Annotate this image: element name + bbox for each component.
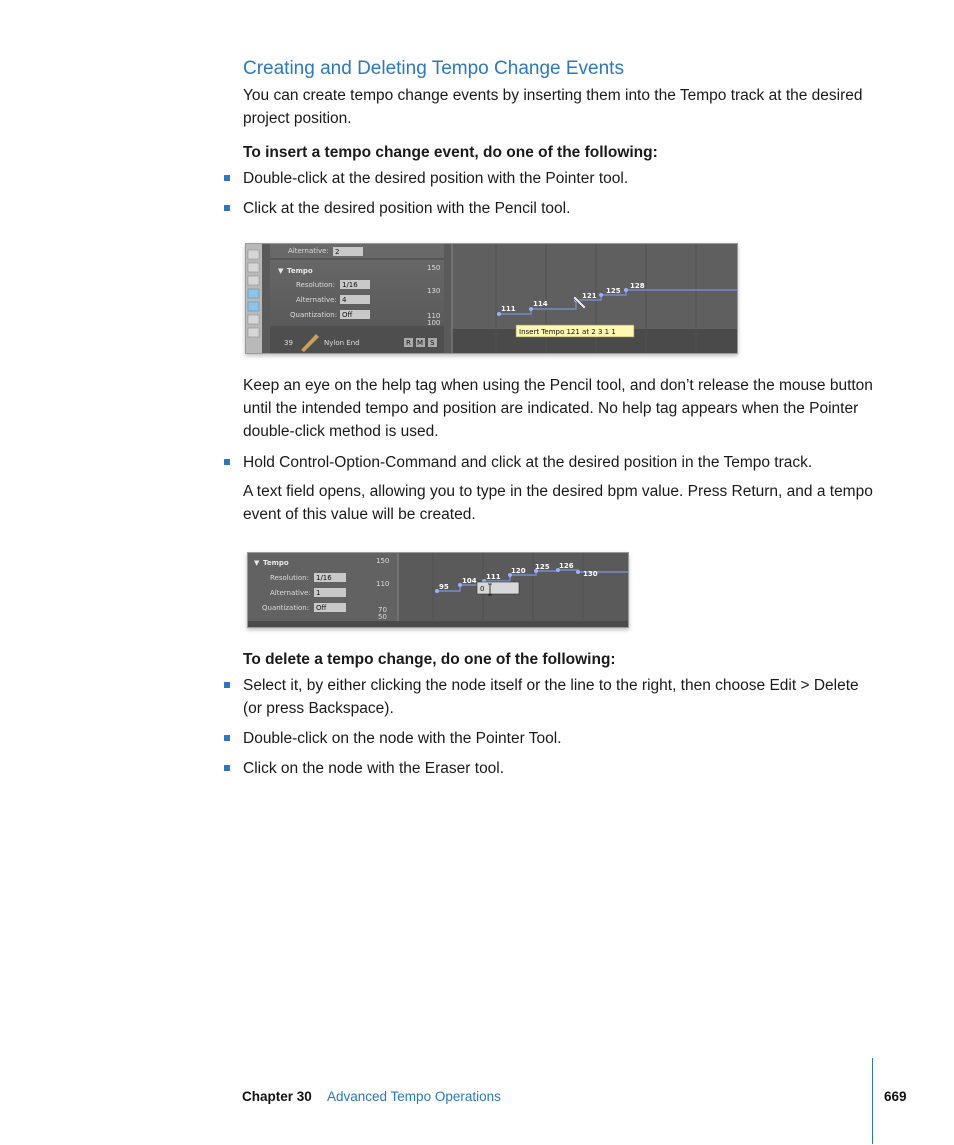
scale-label: 150 [427, 264, 441, 272]
tempo-point-label: 130 [583, 570, 598, 578]
bullet-icon [224, 682, 230, 688]
tempo-track-screenshot-pencil [245, 243, 738, 354]
list-item [243, 451, 873, 474]
alternative2-label: Alternative: [296, 296, 337, 304]
list-item [243, 727, 873, 750]
tempo-point-label: 111 [501, 305, 516, 313]
delete-instructions-heading: To delete a tempo change, do one of the following: [243, 651, 616, 668]
alternative-value: 2 [335, 248, 340, 256]
tempo-track-screenshot-textfield [247, 552, 629, 628]
hold-note-paragraph: A text field opens, allowing you to type in the desired bpm value. Press Return, and a tempo event of this value will be created. [243, 483, 873, 523]
expand-triangle-icon: ▼ [254, 559, 260, 567]
list-item [243, 674, 873, 720]
tempo-point-label: 126 [559, 562, 574, 570]
bullet-icon [224, 765, 230, 771]
page-number: 669 [884, 1089, 907, 1104]
quantization-value: Off [342, 311, 353, 319]
scale-label: 110 [427, 312, 441, 320]
track-number: 39 [284, 339, 293, 347]
list-item [243, 197, 873, 220]
tempo-point-label: 125 [606, 287, 621, 295]
list-item [243, 757, 873, 780]
list-item [243, 167, 873, 190]
scale-label: 110 [376, 580, 390, 588]
section-heading: Creating and Deleting Tempo Change Events [243, 58, 624, 79]
resolution-value: 1/16 [316, 574, 332, 582]
bullet-icon [224, 175, 230, 181]
bullet-icon [224, 205, 230, 211]
scale-label: 130 [427, 287, 441, 295]
scale-label: 70 [378, 606, 387, 614]
track-name: Nylon End [324, 339, 360, 347]
resolution-label: Resolution: [270, 574, 309, 582]
tempo-point-label: 114 [533, 300, 548, 308]
tempo-label: Tempo [287, 267, 313, 275]
scale-label: 100 [427, 319, 441, 327]
intro-paragraph: You can create tempo change events by inserting them into the Tempo track at the desired project position. [243, 87, 863, 127]
tempo-point-label: 111 [486, 573, 501, 581]
quantization-label: Quantization: [262, 604, 310, 612]
bpm-text-field-value: 0 [480, 585, 485, 593]
alternative-value: 1 [316, 589, 321, 597]
expand-triangle-icon: ▼ [278, 267, 284, 275]
tempo-label: Tempo [263, 559, 289, 567]
resolution-label: Resolution: [296, 281, 335, 289]
bullet-icon [224, 735, 230, 741]
tempo-point-label: 104 [462, 577, 477, 585]
quantization-label: Quantization: [290, 311, 338, 319]
list-item-text: Click at the desired position with the Pencil tool. [243, 200, 571, 217]
footer-divider [872, 1058, 873, 1144]
tempo-point-label: 121 [582, 292, 597, 300]
scale-label: 50 [378, 613, 387, 621]
list-item-text: Select it, by either clicking the node itself or the line to the right, then choose Edit > Delete (or press Backspace). [243, 677, 859, 717]
tempo-point-label: 95 [439, 583, 449, 591]
help-tag-text: Insert Tempo 121 at 2 3 1 1 [519, 328, 616, 336]
tempo-point-label: 125 [535, 563, 550, 571]
footer-chapter-title[interactable]: Advanced Tempo Operations [327, 1089, 501, 1104]
quantization-value: Off [316, 604, 327, 612]
tempo-point-label: 128 [630, 282, 645, 290]
insert-instructions-heading: To insert a tempo change event, do one of the following: [243, 144, 658, 161]
alternative-label: Alternative: [270, 589, 311, 597]
alternative2-value: 4 [342, 296, 347, 304]
list-item-text: Hold Control-Option-Command and click at the desired position in the Tempo track. [243, 454, 813, 471]
mute-button: M [417, 339, 424, 347]
resolution-value: 1/16 [342, 281, 358, 289]
tempo-point-label: 120 [511, 567, 526, 575]
scale-label: 150 [376, 557, 390, 565]
list-item-text: Double-click at the desired position with the Pointer tool. [243, 170, 629, 187]
tempo-track-illustration [248, 553, 628, 627]
pencil-note-paragraph: Keep an eye on the help tag when using the Pencil tool, and don’t release the mouse button until the intended tempo and position are indicated. No help tag appears when the Pointer double-click method is used. [243, 377, 873, 440]
tempo-track-illustration [246, 244, 737, 353]
bullet-icon [224, 459, 230, 465]
record-button: R [406, 339, 411, 347]
footer-chapter: Chapter 30 [242, 1089, 312, 1104]
list-item-text: Click on the node with the Eraser tool. [243, 760, 505, 777]
list-item-text: Double-click on the node with the Pointer Tool. [243, 730, 562, 747]
alternative-label: Alternative: [288, 247, 329, 255]
solo-button: S [430, 339, 435, 347]
